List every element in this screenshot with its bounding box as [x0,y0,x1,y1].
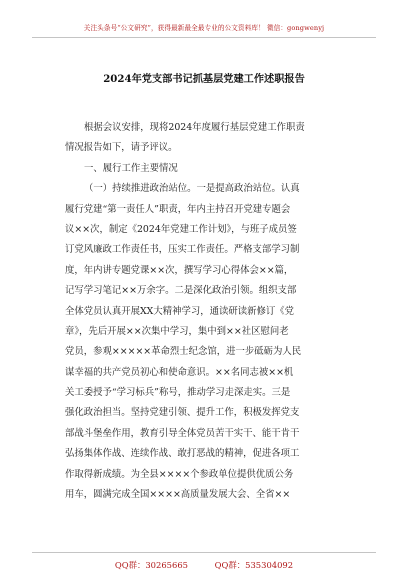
body-line: 章》，先后开展××次集中学习，集中到××社区慰问老 [65,325,289,337]
document-title: 2024年党支部书记抓基层党建工作述职报告 [103,73,305,85]
body-line: 订党风廉政工作责任书，压实工作责任。严格支部学习制 [65,244,300,256]
body-line: （一）持续推进政治站位。一是提高政治站位。认真 [84,183,300,195]
body-line: 记写学习笔记××万余字。二是深化政治引领。组织支部 [65,285,297,297]
footer-divider [32,552,376,553]
body-line: 谋幸福的共产党员初心和使命意识。××名同志被××机 [65,366,294,378]
footer-contacts [0,559,408,571]
body-line: 弘扬集体作战、连续作战、敢打恶战的精神，促进各项工 [65,448,300,460]
body-line: 作取得新成绩。为全县××××个参政单位提供优质公务 [65,468,294,480]
footer-qq-group-2: QQ群：535304092 [214,560,294,570]
header-notice: 关注头条号“公文研究”，获得最新最全最专业的公文资料库！ 微信：gongwenyj [83,24,325,32]
body-line: 议××次，制定《2024年党建工作计划》，与班子成员签 [65,223,297,235]
body-line: 党员，参观×××××革命烈士纪念馆，进一步砥砺为人民 [65,346,302,358]
body-line: 部战斗堡垒作用，教育引导全体党员苦干实干、能干肯干 [65,427,300,439]
body-line: 度，年内讲专题党课××次，撰写学习心得体会××篇， [65,264,294,276]
body-line: 情况报告如下，请予评议。 [65,142,178,154]
section-heading: 一、履行工作主要情况 [84,162,178,174]
footer-qq-group-1: QQ群：30265665 [114,560,188,570]
body-line: 根据会议安排，现将2024年度履行基层党建工作职责 [84,122,305,133]
body-line: 履行党建“第一责任人”职责，年内主持召开党建专题会 [65,203,291,215]
header-divider [32,37,376,38]
body-line: 用车，圆满完成全国××××高质量发展大会、全省×× [65,489,291,501]
body-line: 全体党员认真开展XX大精神学习，通读研读新修订《党 [65,305,294,317]
document-body [65,118,348,505]
body-line: 强化政治担当。坚持党建引领、提升工作，积极发挥党支 [65,407,300,419]
body-line: 关工委授予“学习标兵”称号，推动学习走深走实。三是 [65,387,291,399]
